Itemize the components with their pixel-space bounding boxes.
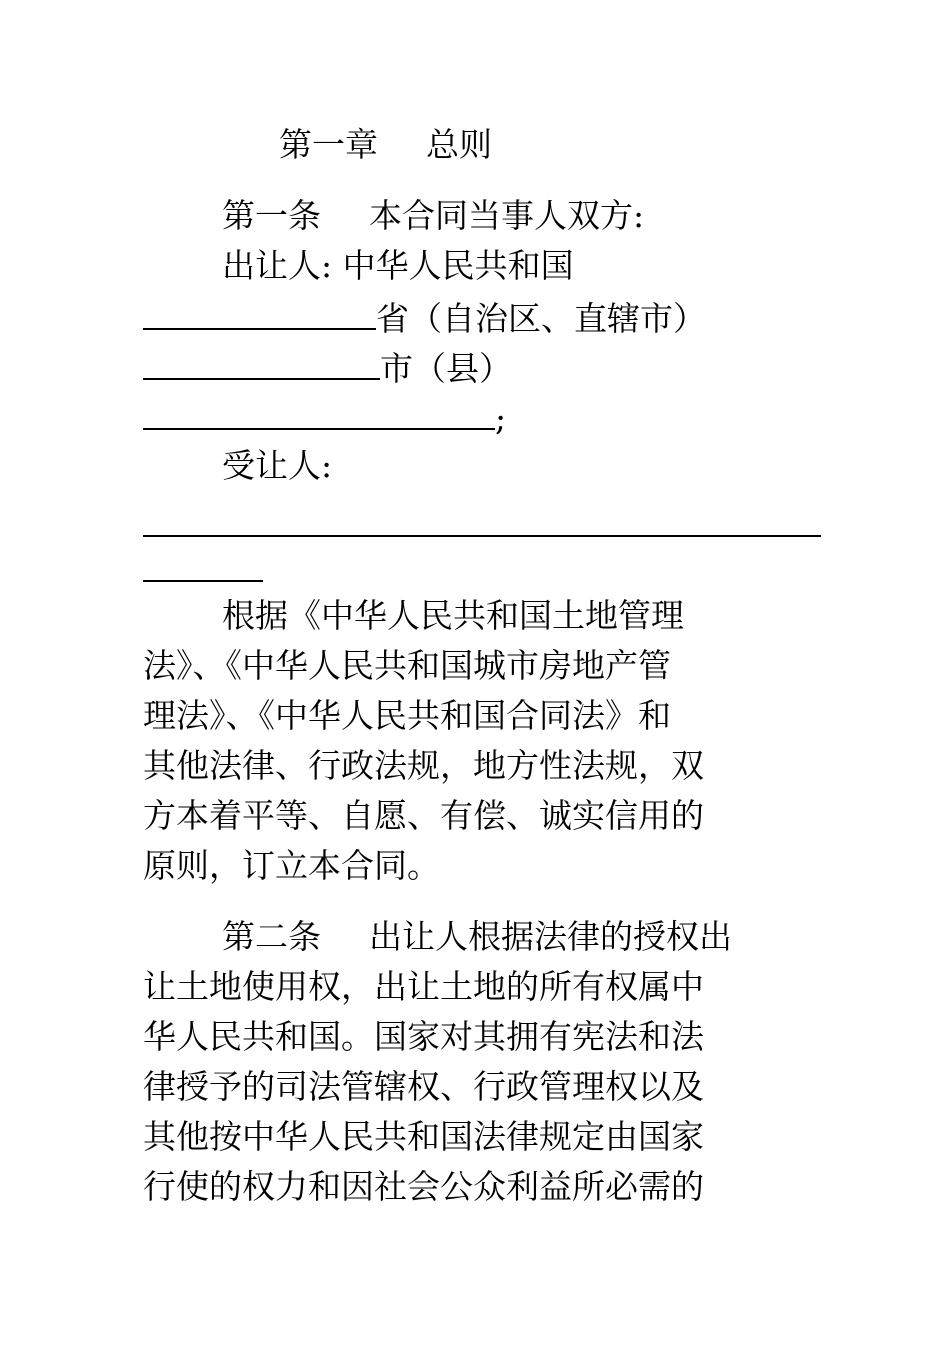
article-2-heading bbox=[222, 917, 732, 957]
article-2-line: 其他按中华人民共和国法律规定由国家 bbox=[143, 1117, 704, 1156]
transferee-blank-2 bbox=[143, 580, 263, 582]
transferee-label: 受让人: bbox=[222, 446, 333, 485]
transferee-line bbox=[222, 446, 332, 486]
chapter-title: 总则 bbox=[426, 125, 492, 164]
basis-line: 根据《中华人民共和国土地管理 bbox=[222, 596, 684, 635]
transferor-value: 中华人民共和国 bbox=[342, 246, 574, 285]
province-blank bbox=[143, 296, 376, 330]
basis-line: 理法》、《中华人民共和国合同法》和 bbox=[143, 696, 671, 735]
article-2-line: 华人民共和国。国家对其拥有宪法和法 bbox=[143, 1017, 704, 1056]
province-line bbox=[143, 296, 706, 336]
article-2-line: 让土地使用权，出让土地的所有权属中 bbox=[143, 967, 704, 1006]
article-2-label: 第二条 bbox=[222, 917, 321, 956]
chapter-heading bbox=[279, 125, 492, 165]
basis-line: 其他法律、行政法规，地方性法规，双 bbox=[143, 746, 704, 785]
province-suffix: 省（自治区、直辖市） bbox=[376, 299, 706, 338]
address-line bbox=[143, 396, 506, 436]
article-2-line: 律授予的司法管辖权、行政管理权以及 bbox=[143, 1067, 704, 1106]
city-line bbox=[143, 346, 512, 386]
city-suffix: 市（县） bbox=[380, 349, 512, 388]
article-1-text: 本合同当事人双方: bbox=[369, 196, 645, 235]
article-2-first-line: 出让人根据法律的授权出 bbox=[369, 917, 732, 956]
transferor-label: 出让人: bbox=[222, 246, 333, 285]
transferor-line bbox=[222, 246, 574, 286]
chapter-number: 第一章 bbox=[279, 125, 378, 164]
basis-line: 原则，订立本合同。 bbox=[143, 846, 440, 885]
transferee-blank-1 bbox=[143, 535, 821, 537]
article-2-line: 行使的权力和因社会公众利益所必需的 bbox=[143, 1167, 704, 1206]
article-1-heading bbox=[222, 196, 644, 236]
article-1-label: 第一条 bbox=[222, 196, 321, 235]
address-blank bbox=[143, 396, 495, 430]
basis-line: 方本着平等、自愿、有偿、诚实信用的 bbox=[143, 796, 704, 835]
city-blank bbox=[143, 346, 380, 380]
address-end-punct: ; bbox=[495, 399, 507, 438]
basis-line: 法》、《中华人民共和国城市房地产管 bbox=[143, 646, 671, 685]
